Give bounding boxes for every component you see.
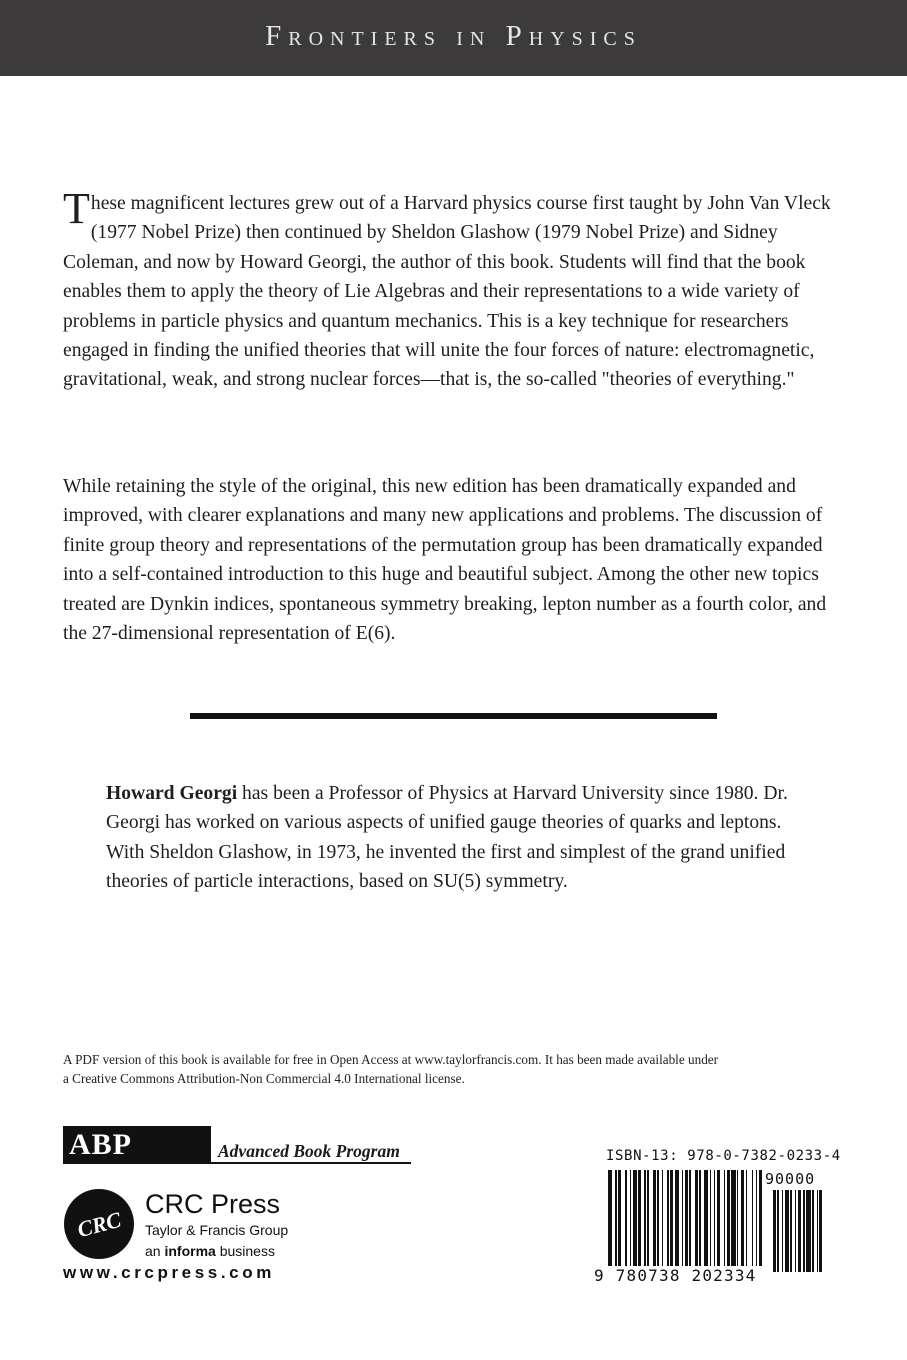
barcode-bar — [608, 1170, 612, 1266]
barcode-bar — [756, 1170, 757, 1266]
barcode-addon-bar — [819, 1190, 822, 1272]
crc-informa-line: an informa business — [145, 1243, 275, 1259]
barcode-bar — [638, 1170, 641, 1266]
barcode-bar — [615, 1170, 616, 1266]
barcode-bar — [731, 1170, 735, 1266]
author-bio — [106, 779, 806, 897]
open-access-note: A PDF version of this book is available for free in Open Access at www.taylorfrancis.com. It has been made available under a Creative Commons Attribution-Non Commercial 4.0 International license. — [63, 1052, 719, 1086]
series-title: Frontiers in Physics — [265, 19, 642, 52]
barcode-bar — [644, 1170, 645, 1266]
barcode-addon-bar — [803, 1190, 804, 1272]
barcode-bar — [689, 1170, 690, 1266]
barcode-addon-bar — [773, 1190, 776, 1272]
barcode-bar — [667, 1170, 668, 1266]
barcode-addon-bar — [782, 1190, 783, 1272]
isbn-label: ISBN-13: 978-0-7382-0233-4 — [606, 1148, 841, 1164]
barcode-addon-bar — [785, 1190, 789, 1272]
barcode-bar — [746, 1170, 747, 1266]
barcode-bar — [647, 1170, 648, 1266]
barcode-bar — [657, 1170, 658, 1266]
barcode-bar — [710, 1170, 711, 1266]
author-bio-text: has been a Professor of Physics at Harvard University since 1980. Dr. Georgi has worked on various aspects of unified gauge theories of quarks and leptons. With Sheldon Glashow, in 1973, he invented the first and simplest of the grand unified theories of particle interactions, based on SU(5) symmetry. — [106, 783, 788, 893]
barcode-addon-bar — [777, 1190, 778, 1272]
barcode-bar — [682, 1170, 683, 1266]
barcode-addon-bar — [817, 1190, 818, 1272]
series-banner — [0, 0, 907, 76]
barcode-bar — [737, 1170, 738, 1266]
barcode-bar — [724, 1170, 725, 1266]
abp-logo: ABP — [63, 1126, 211, 1164]
barcode-bar — [685, 1170, 688, 1266]
crc-logo-icon — [63, 1188, 135, 1260]
publisher-website: www.crcpress.com — [63, 1263, 275, 1282]
barcode-bar — [675, 1170, 679, 1266]
crc-logo-text: CRC — [74, 1206, 124, 1243]
section-divider — [190, 713, 717, 719]
paragraph-1-text: hese magnificent lectures grew out of a Harvard physics course first taught by John Van Vleck (1977 Nobel Prize) then continued by Sheldon Glashow (1979 Nobel Prize) and Sidney Coleman, and now by Howard Georgi, the author of this book. Students will find that the book enables them to apply the theory of Lie Algebras and their representations to a wide variety of problems in particle physics and quantum mechanics. This is a key technique for researchers engaged in finding the unified theories that will unite the four forces of nature: electromagnetic, gravitational, weak, and strong nuclear forces—that is, the so-called "theories of everything." — [63, 193, 831, 391]
barcode-bar — [625, 1170, 626, 1266]
description-paragraph-1 — [63, 184, 845, 395]
barcode-bar — [717, 1170, 720, 1266]
abp-program-name: Advanced Book Program — [218, 1141, 400, 1161]
barcode-addon-bar — [795, 1190, 796, 1272]
barcode-bar — [630, 1170, 631, 1266]
barcode-bar — [714, 1170, 715, 1266]
barcode-bar — [759, 1170, 762, 1266]
barcode-addon-bar — [790, 1190, 791, 1272]
barcode-bar — [704, 1170, 708, 1266]
barcode-bar — [670, 1170, 673, 1266]
book-description-2 — [63, 472, 845, 648]
barcode-bar — [695, 1170, 698, 1266]
crc-group-name: Taylor & Francis Group — [145, 1222, 289, 1238]
barcode-bar — [752, 1170, 753, 1266]
barcode-bar — [618, 1170, 621, 1266]
book-description — [63, 184, 845, 395]
barcode-addon-bar — [812, 1190, 813, 1272]
barcode-bar — [727, 1170, 730, 1266]
barcode-bar — [662, 1170, 663, 1266]
barcode-digits: 9 780738 202334 — [594, 1266, 757, 1285]
description-paragraph-2: While retaining the style of the original, this new edition has been dramatically expanded and improved, with clearer explanations and many new applications and problems. The discussion of finite group theory and representations of the permutation group has been dramatically expanded into a self-contained introduction to this huge and beautiful subject. Among the other new topics treated are Dynkin indices, spontaneous symmetry breaking, lepton number as a fourth color, and the 27-dimensional representation of E(6). — [63, 476, 827, 645]
barcode-bar — [633, 1170, 637, 1266]
drop-cap: T — [63, 184, 90, 233]
barcode-addon-bar — [806, 1190, 810, 1272]
barcode-bar — [699, 1170, 700, 1266]
abp-underline — [211, 1162, 411, 1164]
crc-press-name: CRC Press — [145, 1189, 281, 1219]
price-code: 90000 — [765, 1170, 816, 1188]
barcode-bar — [653, 1170, 656, 1266]
barcode-bar — [741, 1170, 744, 1266]
author-name: Howard Georgi — [106, 783, 238, 804]
barcode-addon-bar — [798, 1190, 801, 1272]
